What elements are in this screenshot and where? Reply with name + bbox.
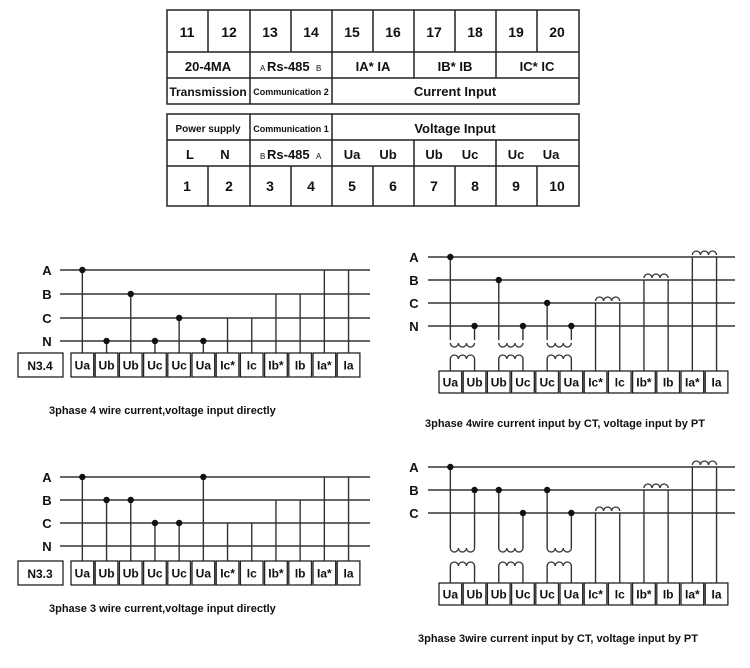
pt-secondary-coil bbox=[499, 355, 523, 359]
terminal-number: 20 bbox=[549, 24, 565, 40]
terminal-label: Ua bbox=[195, 566, 212, 581]
terminal-label: Ib* bbox=[636, 587, 652, 602]
junction-dot bbox=[103, 497, 109, 503]
terminal-label: Uc bbox=[539, 375, 555, 390]
ct-coil bbox=[644, 274, 668, 278]
junction-dot bbox=[176, 315, 182, 321]
terminal-label: Ua bbox=[74, 358, 91, 373]
junction-dot bbox=[496, 487, 502, 493]
caption-3p3w-ct-pt: 3phase 3wire current input by CT, voltage input by PT bbox=[418, 633, 698, 645]
terminal-number: 7 bbox=[430, 178, 438, 194]
pt-secondary-coil bbox=[547, 562, 571, 566]
terminal-number: 14 bbox=[303, 24, 319, 40]
terminal-label: Ic* bbox=[220, 358, 235, 373]
junction-dot bbox=[568, 323, 574, 329]
terminal-label: Ub bbox=[122, 358, 139, 373]
ub-terminal-label-2: Ub bbox=[425, 147, 443, 162]
terminal-label: Uc bbox=[171, 358, 187, 373]
line-label-a: A bbox=[42, 263, 52, 278]
line-label-n: N bbox=[42, 334, 52, 349]
terminal-label: Uc bbox=[171, 566, 187, 581]
transmission-label: Transmission bbox=[169, 85, 247, 99]
terminal-number: 19 bbox=[508, 24, 524, 40]
terminal-label: Ua bbox=[563, 587, 580, 602]
junction-dot bbox=[544, 300, 550, 306]
power-supply-label: Power supply bbox=[175, 124, 241, 135]
line-label-c: C bbox=[42, 516, 52, 531]
terminal-label: Ic* bbox=[220, 566, 235, 581]
junction-dot bbox=[471, 487, 477, 493]
line-label-a: A bbox=[409, 460, 419, 475]
pt-primary-coil bbox=[499, 548, 523, 552]
terminal-label: Ib bbox=[662, 375, 674, 390]
pt-primary-coil bbox=[499, 343, 523, 347]
terminal-label: Ic bbox=[614, 587, 625, 602]
uc-terminal-label-2: Uc bbox=[507, 147, 525, 162]
ua-terminal-label-2: Ua bbox=[542, 147, 560, 162]
terminal-label: Ib bbox=[294, 358, 306, 373]
pt-secondary-coil bbox=[450, 562, 474, 566]
terminal-label: Ia bbox=[343, 358, 354, 373]
terminal-label: Ua bbox=[195, 358, 212, 373]
caption-3p3w-direct: 3phase 3 wire current,voltage input directly bbox=[49, 603, 276, 615]
terminal-label: Ub bbox=[490, 375, 507, 390]
terminal-label: Ic* bbox=[588, 375, 603, 390]
ct-coil bbox=[596, 507, 620, 511]
terminal-label: Ua bbox=[442, 375, 459, 390]
terminal-number: 12 bbox=[221, 24, 237, 40]
junction-dot bbox=[152, 338, 158, 344]
terminal-label: Uc bbox=[515, 587, 531, 602]
ib-terminals-label: IB* IB bbox=[437, 59, 473, 74]
terminal-number: 16 bbox=[385, 24, 401, 40]
terminal-label: Uc bbox=[147, 566, 163, 581]
n-terminal-label: N bbox=[220, 147, 230, 162]
pt-guide bbox=[547, 340, 571, 347]
terminal-label: Ic* bbox=[588, 587, 603, 602]
terminal-number: 6 bbox=[389, 178, 397, 194]
line-label-b: B bbox=[409, 273, 419, 288]
terminal-number: 13 bbox=[262, 24, 278, 40]
pt-primary-coil bbox=[450, 343, 474, 347]
rs485-b-label: B bbox=[316, 64, 322, 73]
terminal-label: Ub bbox=[98, 566, 115, 581]
transmission-range-label: 20-4MA bbox=[184, 59, 232, 74]
rs485-label-top bbox=[260, 59, 321, 74]
terminal-label: Ub bbox=[98, 358, 115, 373]
ct-coil bbox=[596, 297, 620, 301]
junction-dot bbox=[128, 291, 134, 297]
pt-primary-coil bbox=[450, 548, 474, 552]
rs485-label-bottom: Rs-485 bbox=[267, 147, 310, 162]
ua-terminal-label: Ua bbox=[343, 147, 361, 162]
terminal-label: Ia bbox=[711, 587, 722, 602]
terminal-number: 11 bbox=[179, 24, 195, 40]
pt-secondary-coil bbox=[450, 355, 474, 359]
model-label: N3.3 bbox=[27, 567, 53, 581]
rs485-a-label-bottom: A bbox=[316, 152, 322, 161]
junction-dot bbox=[568, 510, 574, 516]
junction-dot bbox=[103, 338, 109, 344]
terminal-label: Ic bbox=[614, 375, 625, 390]
junction-dot bbox=[447, 254, 453, 260]
terminal-label: Uc bbox=[539, 587, 555, 602]
terminal-number: 17 bbox=[426, 24, 442, 40]
terminal-label: Ia* bbox=[685, 375, 700, 390]
ct-coil bbox=[692, 251, 716, 255]
rs485-b-label-bottom: B bbox=[260, 152, 266, 161]
model-label: N3.4 bbox=[27, 359, 53, 373]
junction-dot bbox=[544, 487, 550, 493]
terminal-label: Ia bbox=[343, 566, 354, 581]
terminal-label: Ub bbox=[466, 375, 483, 390]
terminal-label: Ua bbox=[74, 566, 91, 581]
terminal-label: Ia* bbox=[317, 358, 332, 373]
l-terminal-label: L bbox=[186, 147, 194, 162]
line-label-a: A bbox=[409, 250, 419, 265]
line-label-c: C bbox=[42, 311, 52, 326]
pt-guide bbox=[499, 340, 523, 347]
terminal-number: 8 bbox=[471, 178, 479, 194]
terminal-label: Ib bbox=[294, 566, 306, 581]
terminal-number: 2 bbox=[225, 178, 233, 194]
pt-primary-coil bbox=[547, 343, 571, 347]
junction-dot bbox=[176, 520, 182, 526]
caption-3p4w-ct-pt: 3phase 4wire current input by CT, voltage input by PT bbox=[425, 418, 705, 430]
terminal-number: 10 bbox=[549, 178, 565, 194]
terminal-label: Ua bbox=[563, 375, 580, 390]
terminal-numbers-bottom bbox=[183, 178, 565, 194]
junction-dot bbox=[200, 338, 206, 344]
pt-guide bbox=[450, 340, 474, 347]
terminal-number: 1 bbox=[183, 178, 191, 194]
terminal-number: 4 bbox=[307, 178, 315, 194]
terminal-label: Uc bbox=[147, 358, 163, 373]
ct-coil bbox=[644, 484, 668, 488]
terminal-number: 3 bbox=[266, 178, 274, 194]
pt-primary-coil bbox=[547, 548, 571, 552]
line-label-n: N bbox=[42, 539, 52, 554]
diagram-3p3w-direct bbox=[18, 470, 370, 585]
line-label-a: A bbox=[42, 470, 52, 485]
diagram-3p3w-ct-pt bbox=[409, 460, 735, 605]
terminal-label: Ub bbox=[122, 566, 139, 581]
voltage-input-label: Voltage Input bbox=[414, 121, 496, 136]
ub-terminal-label: Ub bbox=[379, 147, 397, 162]
terminal-label: Ua bbox=[442, 587, 459, 602]
line-label-b: B bbox=[409, 483, 419, 498]
junction-dot bbox=[128, 497, 134, 503]
diagram-3p4w-direct bbox=[18, 263, 370, 377]
terminal-label: Ib bbox=[662, 587, 674, 602]
terminal-number: 15 bbox=[344, 24, 360, 40]
junction-dot bbox=[471, 323, 477, 329]
rs485-label: Rs-485 bbox=[267, 59, 310, 74]
line-label-b: B bbox=[42, 493, 52, 508]
junction-dot bbox=[79, 267, 85, 273]
terminal-label: Ia* bbox=[317, 566, 332, 581]
line-label-c: C bbox=[409, 506, 419, 521]
line-label-n: N bbox=[409, 319, 419, 334]
caption-3p4w-direct: 3phase 4 wire current,voltage input directly bbox=[49, 405, 276, 417]
line-label-b: B bbox=[42, 287, 52, 302]
terminal-number: 5 bbox=[348, 178, 356, 194]
junction-dot bbox=[520, 323, 526, 329]
junction-dot bbox=[447, 464, 453, 470]
pt-secondary-coil bbox=[499, 562, 523, 566]
terminal-label: Ib* bbox=[268, 358, 284, 373]
terminal-number: 9 bbox=[512, 178, 520, 194]
terminal-label: Ub bbox=[466, 587, 483, 602]
junction-dot bbox=[200, 474, 206, 480]
terminal-label: Ib* bbox=[636, 375, 652, 390]
rs485-label-bottom bbox=[260, 147, 322, 162]
terminal-label: Ib* bbox=[268, 566, 284, 581]
terminal-number: 18 bbox=[467, 24, 483, 40]
junction-dot bbox=[152, 520, 158, 526]
communication-1-label: Communication 1 bbox=[253, 124, 329, 134]
terminal-label: Ic bbox=[246, 358, 257, 373]
terminal-label: Ub bbox=[490, 587, 507, 602]
junction-dot bbox=[79, 474, 85, 480]
current-input-label: Current Input bbox=[413, 84, 497, 99]
uc-terminal-label: Uc bbox=[461, 147, 479, 162]
ia-terminals-label: IA* IA bbox=[355, 59, 391, 74]
ic-terminals-label: IC* IC bbox=[519, 59, 555, 74]
terminal-label: Ia bbox=[711, 375, 722, 390]
terminal-label: Ia* bbox=[685, 587, 700, 602]
line-label-c: C bbox=[409, 296, 419, 311]
terminal-label: Ic bbox=[246, 566, 257, 581]
ct-coil bbox=[692, 461, 716, 465]
junction-dot bbox=[520, 510, 526, 516]
junction-dot bbox=[496, 277, 502, 283]
pt-secondary-coil bbox=[547, 355, 571, 359]
diagram-3p4w-ct-pt bbox=[409, 250, 735, 393]
terminal-label: Uc bbox=[515, 375, 531, 390]
communication-2-label: Communication 2 bbox=[253, 87, 329, 97]
rs485-a-label: A bbox=[260, 64, 266, 73]
